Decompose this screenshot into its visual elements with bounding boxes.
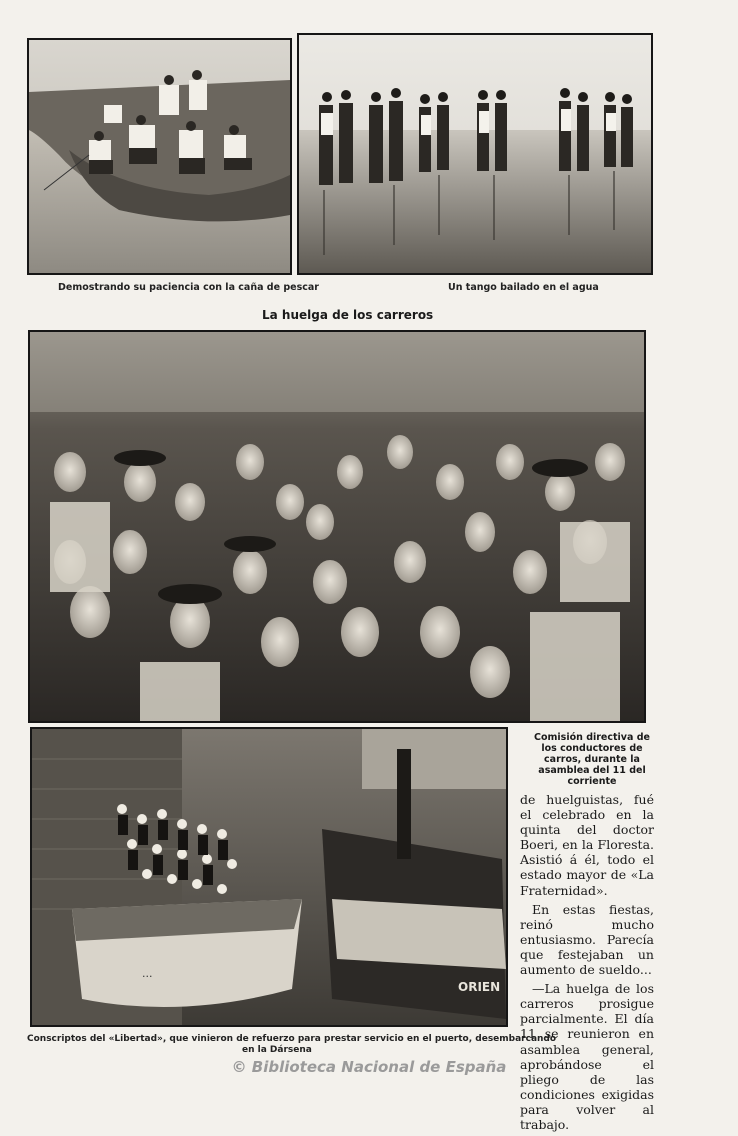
photo-boats bbox=[30, 727, 508, 1027]
caption-tango: Un tango bailado en el agua bbox=[448, 282, 599, 293]
caption-boats-line2: en la Dársena bbox=[242, 1045, 312, 1055]
article-paragraph-2: En estas fiestas, reinó mucho entusiasmo. Parecía que festejaban un aumento de sueldo... bbox=[520, 901, 654, 978]
article-paragraph-1: de huelguistas, fué el celebrado en la quinta del doctor Boeri, en la Floresta. Asistió á él, todo el estado mayor de «La Fraternidad». bbox=[520, 792, 654, 898]
fishing-image bbox=[29, 40, 290, 273]
caption-crowd: Comisión directiva de los conductores de carros, durante la asamblea del 11 del corriente bbox=[534, 732, 650, 787]
watermark: © Biblioteca Nacional de España bbox=[231, 1058, 507, 1076]
article-column bbox=[520, 792, 654, 1136]
caption-boats-line1: Conscriptos del «Libertad», que vinieron de refuerzo para prestar servicio en el puerto, desembarcando bbox=[27, 1034, 557, 1044]
section-title: La huelga de los carreros bbox=[262, 308, 434, 322]
boats-image bbox=[32, 729, 506, 1025]
photo-crowd bbox=[28, 330, 646, 723]
photo-tango bbox=[297, 33, 653, 275]
caption-fishing: Demostrando su paciencia con la caña de pescar bbox=[58, 282, 319, 293]
article-paragraph-3: —La huelga de los carreros prosigue parcialmente. El día 11 se reunieron en asamblea general, aprobándose el pliego de las condiciones exigidas para volver al trabajo. bbox=[520, 981, 654, 1132]
photo-fishing bbox=[27, 38, 292, 275]
crowd-image bbox=[30, 332, 644, 721]
tango-image bbox=[299, 35, 651, 273]
boat-right-name: ORIEN bbox=[458, 980, 501, 994]
boat-left-name: ... bbox=[142, 967, 153, 980]
